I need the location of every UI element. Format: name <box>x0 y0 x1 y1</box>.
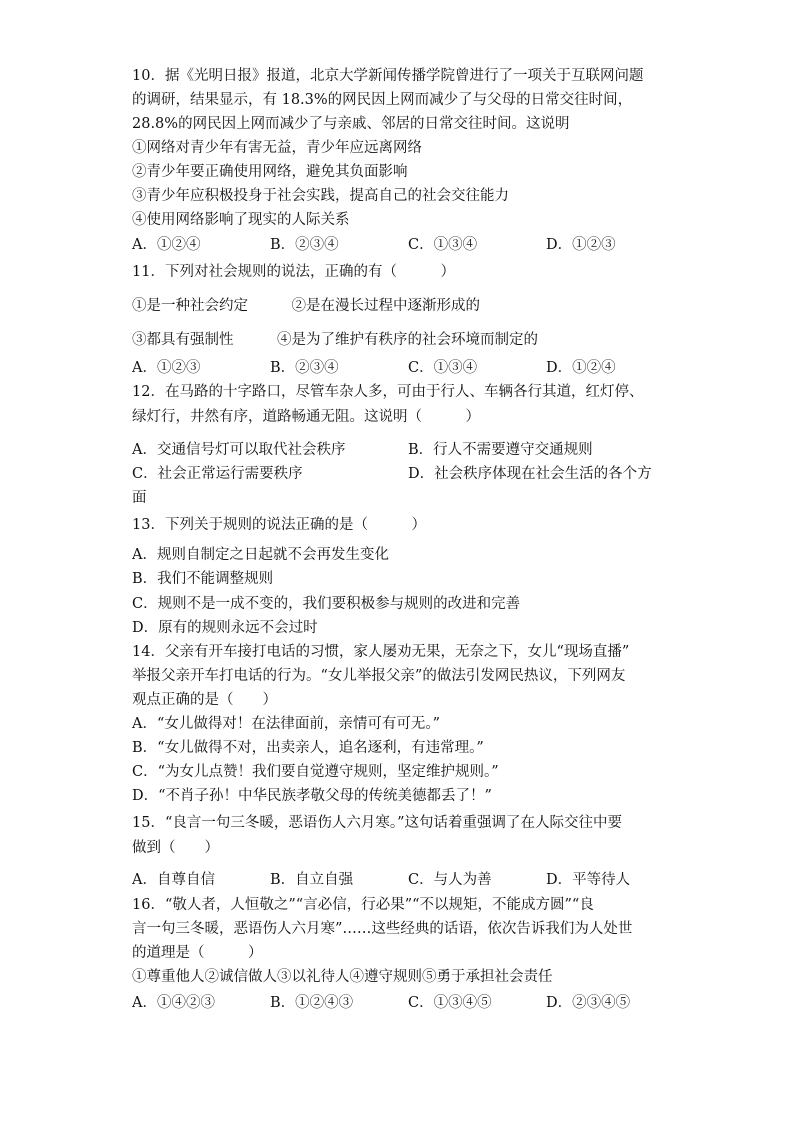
option-a: A．①②③ <box>132 360 201 376</box>
option-d: D．平等待人 <box>546 872 631 888</box>
option-b: B．①②④③ <box>270 995 354 1011</box>
option-a: A．交通信号灯可以取代社会秩序 <box>132 442 346 458</box>
question-12-option-d-tail: 面 <box>132 490 147 506</box>
question-16-line-1: 16．“敬人者，人恒敬之”“言必信，行必果”“不以规矩，不能成方圆”“良 <box>132 897 594 913</box>
question-10-line-3: 28.8%的网民因上网而减少了与亲戚、邻居的日常交往时间。这说明 <box>132 116 570 132</box>
question-14-option-b: B．“女儿做得不对，出卖亲人，追名逐利，有违常理。” <box>132 740 484 756</box>
question-10-statement-4: ④使用网络影响了现实的人际关系 <box>132 212 350 228</box>
question-16-statements: ①尊重他人②诚信做人③以礼待人④遵守规则⑤勇于承担社会责任 <box>132 969 553 985</box>
question-12-line-1: 12．在马路的十字路口，尽管车杂人多，可由于行人、车辆各行其道，红灯停、 <box>132 384 644 400</box>
question-11-statements-1: ①是一种社会约定 ②是在漫长过程中逐渐形成的 <box>132 298 480 314</box>
option-b: B．行人不需要遵守交通规则 <box>408 442 593 458</box>
question-13-option-b: B．我们不能调整规则 <box>132 571 274 587</box>
question-11-stem: 11．下列对社会规则的说法，正确的有（ ） <box>132 264 455 280</box>
option-c: C．①③④ <box>408 360 478 376</box>
question-10-statement-2: ②青少年要正确使用网络，避免其负面影响 <box>132 164 408 180</box>
question-14-option-d: D．“不肖子孙！中华民族孝敬父母的传统美德都丢了！” <box>132 788 492 804</box>
option-a: A．①④②③ <box>132 995 215 1011</box>
question-11-options <box>132 358 692 378</box>
option-a: A．①②④ <box>132 237 201 253</box>
option-d: D．②③④⑤ <box>546 995 631 1011</box>
question-13-stem: 13．下列关于规则的说法正确的是（ ） <box>132 517 426 533</box>
question-14-option-a: A．“女儿做得对！在法律面前，亲情可有可无。” <box>132 716 441 732</box>
question-13-option-d: D．原有的规则永远不会过时 <box>132 620 318 636</box>
question-15-line-1: 15．“良言一句三冬暖，恶语伤人六月寒。”这句话着重强调了在人际交往中要 <box>132 815 623 831</box>
question-14-line-1: 14．父亲有开车接打电话的习惯，家人屡劝无果，无奈之下，女儿“现场直播” <box>132 644 630 660</box>
question-10-statement-1: ①网络对青少年有害无益，青少年应远离网络 <box>132 140 422 156</box>
question-16-line-3: 的道理是（ ） <box>132 945 263 961</box>
question-14-line-2: 举报父亲开车打电话的行为。“女儿举报父亲”的做法引发网民热议，下列网友 <box>132 668 626 684</box>
option-d: D．社会秩序体现在社会生活的各个方 <box>408 466 652 482</box>
option-b: B．②③④ <box>270 237 339 253</box>
option-a: A．自尊自信 <box>132 872 215 888</box>
option-d: D．①②④ <box>546 360 616 376</box>
question-13-option-c: C．规则不是一成不变的，我们要积极参与规则的改进和完善 <box>132 596 521 612</box>
option-c: C．①③④⑤ <box>408 995 492 1011</box>
question-14-line-3: 观点正确的是（ ） <box>132 692 277 708</box>
option-b: B．自立自强 <box>270 872 354 888</box>
option-c: C．社会正常运行需要秩序 <box>132 466 303 482</box>
question-15-options <box>132 870 692 890</box>
option-d: D．①②③ <box>546 237 616 253</box>
question-12-line-2: 绿灯行，井然有序，道路畅通无阻。这说明（ ） <box>132 409 480 425</box>
question-12-options-row-1 <box>132 440 692 460</box>
question-12-options-row-2 <box>132 464 692 484</box>
question-10-options <box>132 235 692 255</box>
question-10-line-1: 10．据《光明日报》报道，北京大学新闻传播学院曾进行了一项关于互联网问题 <box>132 68 644 84</box>
question-11-statements-2: ③都具有强制性 ④是为了维护有秩序的社会环境而制定的 <box>132 332 538 348</box>
question-16-line-2: 言一句三冬暖，恶语伤人六月寒”……这些经典的话语，依次告诉我们为人处世 <box>132 921 633 937</box>
option-c: C．与人为善 <box>408 872 492 888</box>
question-16-options <box>132 993 692 1013</box>
question-14-option-c: C．“为女儿点赞！我们要自觉遵守规则，坚定维护规则。” <box>132 764 499 780</box>
option-c: C．①③④ <box>408 237 478 253</box>
option-b: B．②③④ <box>270 360 339 376</box>
question-10-statement-3: ③青少年应积极投身于社会实践，提高自己的社会交往能力 <box>132 188 509 204</box>
question-15-line-2: 做到（ ） <box>132 840 219 856</box>
question-10-line-2: 的调研，结果显示，有 18.3%的网民因上网而减少了与父母的日常交往时间， <box>132 92 633 108</box>
question-13-option-a: A．规则自制定之日起就不会再发生变化 <box>132 547 389 563</box>
